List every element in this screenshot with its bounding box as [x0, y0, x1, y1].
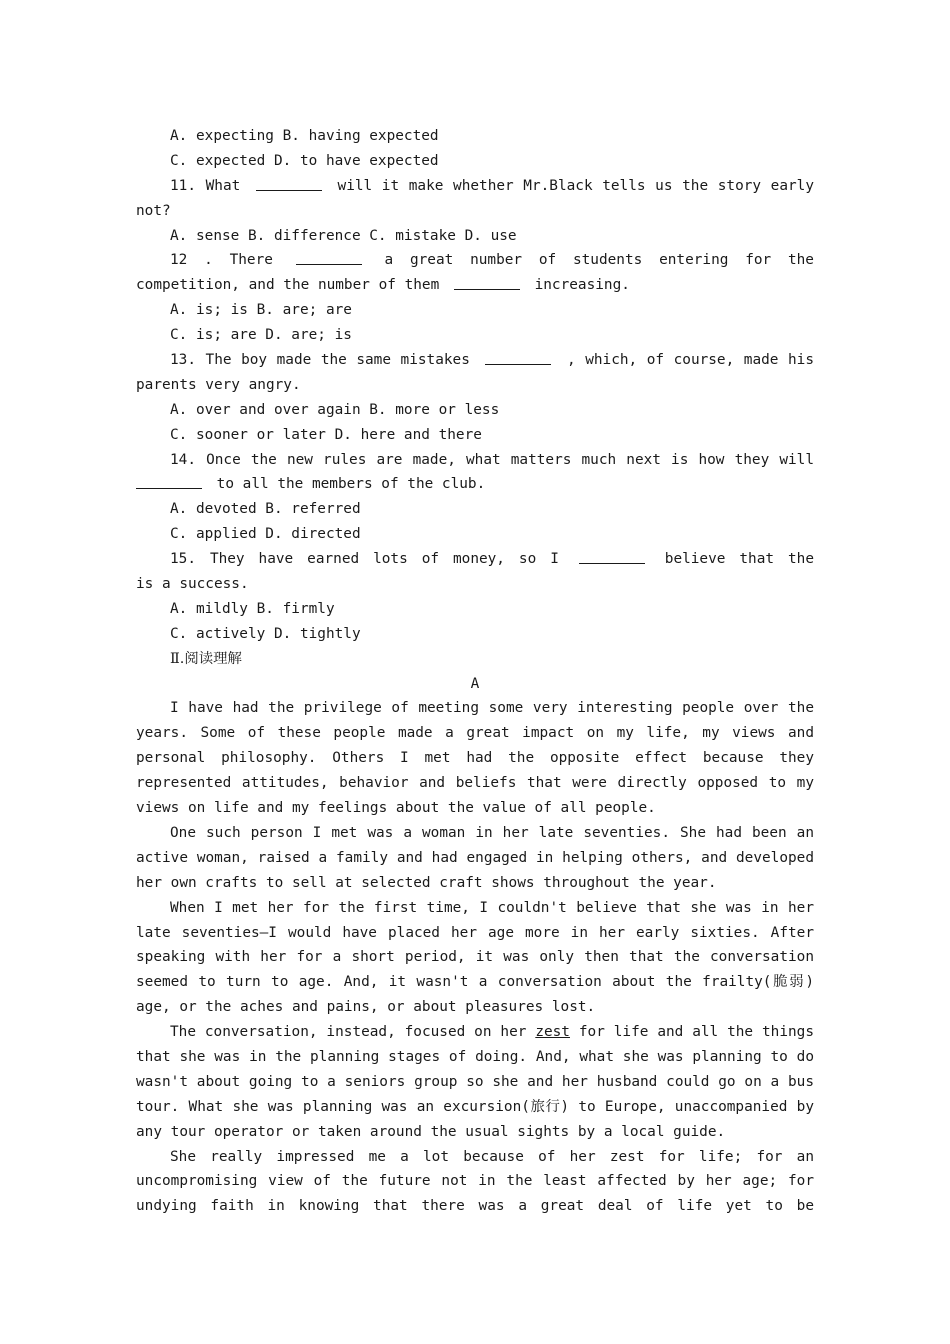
- answer-blank: [296, 250, 362, 265]
- answer-blank: [454, 275, 520, 290]
- passage-line: One such person I met was a woman in her late seventies. She had been an: [170, 824, 814, 841]
- q13-stem: 13. The boy made the same mistakes , which, of course, made his: [170, 352, 814, 369]
- underlined-word: zest: [535, 1024, 570, 1041]
- passage-line: tour. What she was planning was an excursion(旅行) to Europe, unaccompanied by: [136, 1098, 814, 1115]
- q14-options-cd: C. applied D. directed: [170, 526, 361, 543]
- passage-line: I have had the privilege of meeting some very interesting people over the: [170, 700, 814, 717]
- q14-stem: 14. Once the new rules are made, what matters much next is how they will: [170, 451, 814, 468]
- document-page: [136, 124, 814, 1219]
- passage-line: views on life and my feelings about the value of all people.: [136, 800, 656, 817]
- passage-line: years. Some of these people made a great impact on my life, my views and: [136, 725, 814, 742]
- q10-options-cd: C. expected D. to have expected: [170, 152, 439, 169]
- q11-stem: 11. What will it make whether Mr.Black tells us the story early: [170, 177, 814, 194]
- q15-options-ab: A. mildly B. firmly: [170, 600, 335, 617]
- q10-options-ab: A. expecting B. having expected: [170, 128, 439, 144]
- passage-line: represented attitudes, behavior and beliefs that were directly opposed to my: [136, 775, 814, 792]
- passage-line: late seventies—I would have placed her age more in her early sixties. After: [136, 924, 814, 941]
- passage-line: wasn't about going to a seniors group so she and her husband could go on a bus: [136, 1073, 814, 1090]
- q15-stem-cont: is a success.: [136, 576, 249, 593]
- passage-line: active woman, raised a family and had engaged in helping others, and developed: [136, 849, 814, 866]
- passage-line: seemed to turn to age. And, it wasn't a conversation about the frailty(脆弱): [136, 974, 814, 991]
- q13-options-cd: C. sooner or later D. here and there: [170, 426, 482, 443]
- passage-line: her own crafts to sell at selected craft shows throughout the year.: [136, 874, 717, 891]
- q15-stem: 15. They have earned lots of money, so I believe that the: [170, 551, 814, 568]
- passage-line: speaking with her for a short period, it was only then that the conversation: [136, 949, 814, 966]
- q14-options-ab: A. devoted B. referred: [170, 501, 361, 518]
- passage-line: personal philosophy. Others I met had the opposite effect because they: [136, 750, 814, 767]
- q12-stem-cont: competition, and the number of them increasing.: [136, 277, 630, 294]
- answer-blank: [579, 549, 645, 564]
- passage-line: any tour operator or taken around the usual sights by a local guide.: [136, 1123, 726, 1140]
- passage-line: age, or the aches and pains, or about pleasures lost.: [136, 999, 596, 1016]
- passage-line: that she was in the planning stages of doing. And, what she was planning to do: [136, 1048, 814, 1065]
- passage-line: The conversation, instead, focused on her zest for life and all the things: [170, 1024, 814, 1041]
- section-heading: Ⅱ.阅读理解: [170, 650, 242, 667]
- passage-line: undying faith in knowing that there was a great deal of life yet to be: [136, 1198, 814, 1215]
- q11-stem-cont: not?: [136, 202, 171, 219]
- answer-blank: [485, 350, 551, 365]
- passage-line: When I met her for the first time, I couldn't believe that she was in her: [170, 899, 814, 916]
- passage-label: A: [470, 675, 480, 692]
- passage-line: uncompromising view of the future not in the least affected by her age; for: [136, 1173, 814, 1190]
- q12-options-ab: A. is; is B. are; are: [170, 302, 352, 319]
- passage-line: She really impressed me a lot because of her zest for life; for an: [170, 1148, 814, 1165]
- q11-options: A. sense B. difference C. mistake D. use: [170, 227, 517, 244]
- q13-stem-cont: parents very angry.: [136, 376, 301, 393]
- answer-blank: [256, 176, 322, 191]
- q14-stem-cont: to all the members of the club.: [136, 472, 814, 497]
- q12-stem: 12 . There a great number of students entering for the: [170, 252, 814, 269]
- q15-options-cd: C. actively D. tightly: [170, 625, 361, 642]
- answer-blank: [136, 474, 202, 489]
- q13-options-ab: A. over and over again B. more or less: [170, 401, 500, 418]
- q12-options-cd: C. is; are D. are; is: [170, 327, 352, 344]
